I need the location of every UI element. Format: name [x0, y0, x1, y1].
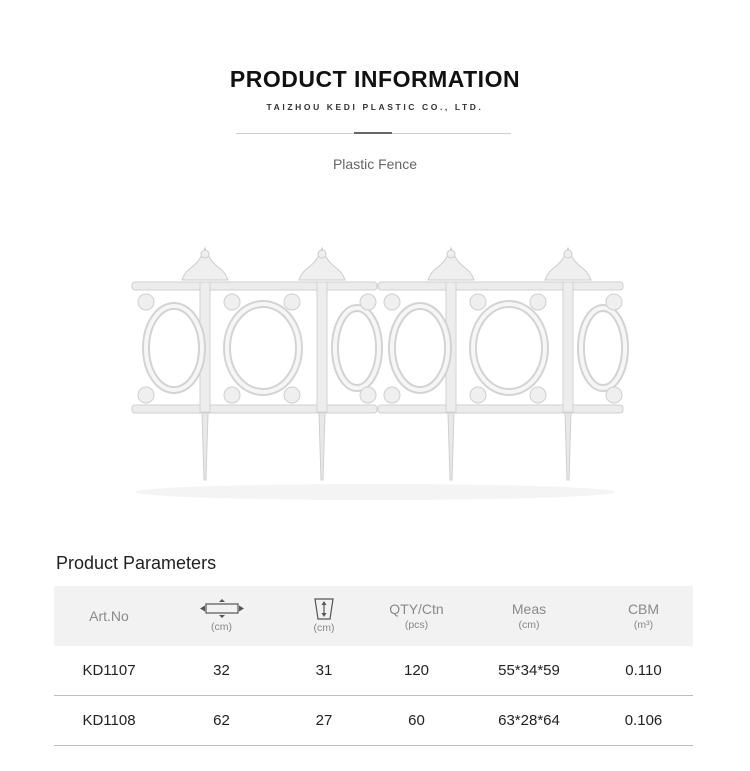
col-unit: (cm)	[211, 621, 232, 633]
cell-width: 62	[164, 696, 279, 746]
col-header-cbm	[594, 586, 693, 646]
table-row	[54, 646, 693, 696]
col-label: QTY/Ctn	[389, 601, 444, 617]
col-unit: (pcs)	[404, 619, 429, 631]
col-header-qty	[369, 586, 464, 646]
table-row	[54, 696, 693, 746]
col-unit: (cm)	[518, 619, 540, 631]
col-label: Meas	[511, 601, 547, 617]
width-arrows-icon	[199, 599, 245, 619]
col-unit: (cm)	[313, 622, 335, 634]
divider-accent	[354, 132, 392, 134]
cell-art-no: KD1107	[54, 646, 164, 696]
cell-qty: 120	[369, 646, 464, 696]
company-name: TAIZHOU KEDI PLASTIC CO., LTD.	[266, 102, 484, 112]
cell-cbm: 0.110	[594, 646, 693, 696]
page-title: PRODUCT INFORMATION	[229, 66, 521, 92]
cell-qty: 60	[369, 696, 464, 746]
cell-height: 31	[279, 646, 369, 696]
height-arrows-icon	[313, 598, 335, 620]
parameters-table	[54, 586, 693, 746]
col-label: Art.No	[89, 608, 129, 624]
cell-art-no: KD1108	[54, 696, 164, 746]
col-header-height	[279, 586, 369, 646]
plastic-fence-image	[120, 230, 630, 530]
col-label: CBM	[627, 601, 660, 617]
section-title: Product Parameters	[56, 553, 217, 573]
col-header-art-no	[54, 586, 164, 646]
product-name: Plastic Fence	[332, 156, 418, 172]
col-header-meas	[464, 586, 594, 646]
cell-meas: 55*34*59	[464, 646, 594, 696]
col-header-width	[164, 586, 279, 646]
table-header-row	[54, 586, 693, 646]
cell-meas: 63*28*64	[464, 696, 594, 746]
cell-width: 32	[164, 646, 279, 696]
col-unit: (m³)	[633, 619, 654, 631]
cell-height: 27	[279, 696, 369, 746]
cell-cbm: 0.106	[594, 696, 693, 746]
